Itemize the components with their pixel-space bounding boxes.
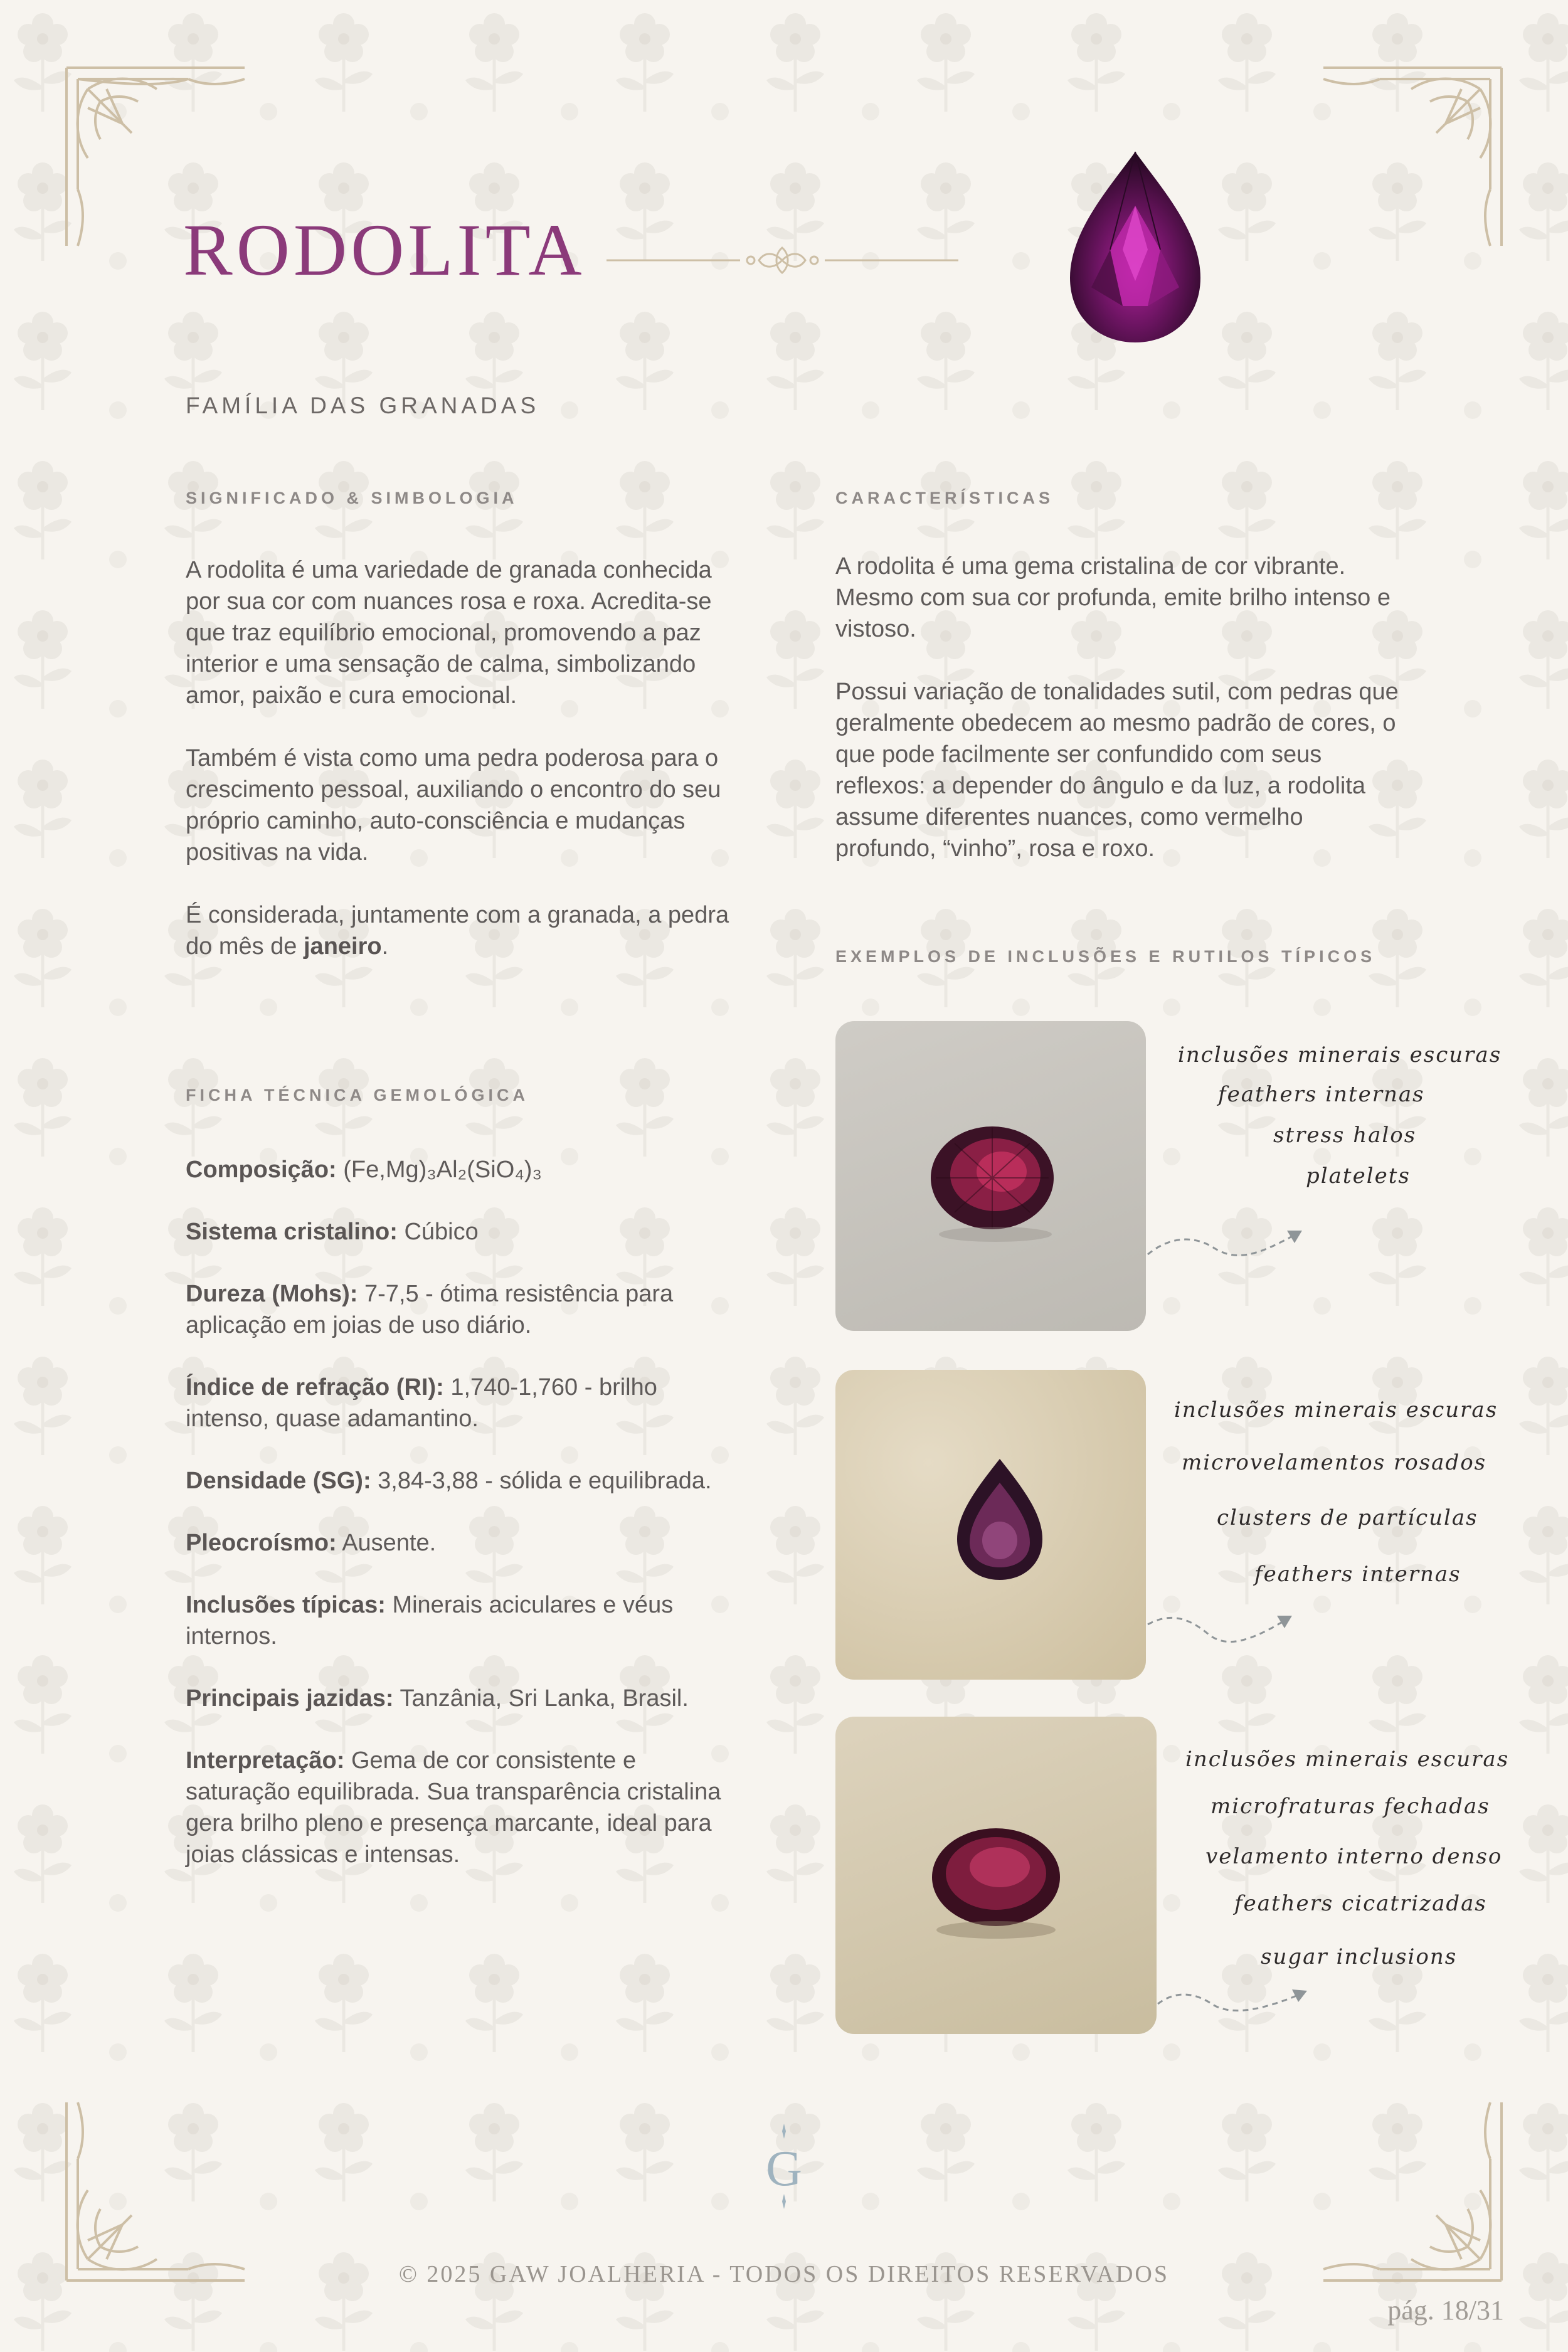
spec-value: Minerais aciculares e véus internos. [186,1592,674,1650]
inclusion-photo-3 [835,1717,1157,2034]
spec-value: Tanzânia, Sri Lanka, Brasil. [400,1685,689,1712]
photo3-note-2: microfraturas fechadas [1210,1794,1490,1819]
birth-month-emphasis: janeiro [304,933,382,960]
spec-value: (Fe,Mg)₃Al₂(SiO₄)₃ [343,1157,542,1183]
spec-indice-refracao [186,1372,738,1434]
spec-dureza [186,1278,738,1341]
spec-label: Inclusões típicas: [186,1592,386,1618]
spec-pleocroismo [186,1527,738,1559]
spec-label: Interpretação: [186,1747,345,1774]
photo3-note-5: sugar inclusions [1261,1944,1458,1969]
significado-p3-end: . [381,933,389,960]
monogram-letter: G [766,2141,802,2196]
oval-rhodolite-photo-1 [835,1021,1146,1331]
dashed-arrow-1 [1145,1223,1321,1267]
pear-rhodolite-photo-2 [835,1370,1146,1680]
inclusion-photo-1 [835,1021,1146,1331]
spec-densidade [186,1465,738,1496]
ficha-tecnica-heading: FICHA TÉCNICA GEMOLÓGICA [186,1086,529,1104]
significado-paragraph-2: Também é vista como uma pedra poderosa para o crescimento pessoal, auxiliando o encontro do seu próprio caminho, auto-consciência e mudanças positivas na vida. [186,745,721,866]
corner-ornament-bottom-left [63,2096,251,2284]
photo1-note-3: stress halos [1273,1123,1417,1148]
copyright-footer: © 2025 GAW JOALHERIA - TODOS OS DIREITOS RESERVADOS [399,2261,1169,2287]
spec-label: Principais jazidas: [186,1685,394,1712]
photo1-note-4: platelets [1306,1163,1411,1189]
caracteristicas-paragraph-1: A rodolita é uma gema cristalina de cor vibrante. Mesmo com sua cor profunda, emite brilho intenso e vistoso. [835,553,1391,642]
dashed-arrow-3 [1155,1976,1318,2026]
ficha-tecnica-section [186,1154,738,1901]
title-divider-ornament [605,241,960,279]
spec-inclusoes [186,1589,738,1652]
photo1-note-1: inclusões minerais escuras [1178,1042,1502,1067]
page-number: pág. 18/31 [1387,2295,1504,2326]
significado-section [186,554,738,962]
photo3-note-4: feathers cicatrizadas [1234,1891,1487,1916]
page-title: RODOLITA [183,209,586,291]
significado-paragraph-3 [186,899,738,962]
corner-ornament-top-right [1317,64,1505,252]
caracteristicas-section [835,551,1400,864]
inclusion-photo-2 [835,1370,1146,1680]
caracteristicas-heading: CARACTERÍSTICAS [835,489,1054,507]
spec-value: 7-7,5 - ótima resistência para aplicação em joias de uso diário. [186,1281,674,1338]
significado-paragraph-1: A rodolita é uma variedade de granada conhecida por sua cor com nuances rosa e roxa. Acredita-se que traz equilíbrio emocional, promovendo a paz interior e uma sensação de calma, simbolizando amor, paixão e cura emocional. [186,557,712,709]
gem-family-subtitle: FAMÍLIA DAS GRANADAS [186,393,540,418]
gaw-monogram-logo [759,2122,809,2210]
spec-label: Densidade (SG): [186,1468,371,1494]
spec-value: Ausente. [342,1530,437,1556]
photo2-note-2: microvelamentos rosados [1182,1450,1487,1475]
spec-value: 3,84-3,88 - sólida e equilibrada. [378,1468,712,1494]
spec-label: Dureza (Mohs): [186,1281,358,1307]
dashed-arrow-2 [1145,1606,1308,1656]
oval-rhodolite-photo-3 [835,1717,1157,2034]
photo1-note-2: feathers internas [1218,1082,1425,1107]
spec-interpretacao [186,1745,738,1870]
photo2-note-3: clusters de partículas [1217,1505,1478,1530]
photo3-note-1: inclusões minerais escuras [1185,1747,1510,1772]
spec-value: Cúbico [404,1219,479,1245]
rhodolite-pear-gem-image [1066,149,1204,345]
photo3-note-3: velamento interno denso [1205,1844,1503,1869]
spec-label: Pleocroísmo: [186,1530,337,1556]
spec-composicao [186,1154,738,1185]
spec-jazidas [186,1683,738,1714]
significado-heading: SIGNIFICADO & SIMBOLOGIA [186,489,518,507]
caracteristicas-paragraph-2: Possui variação de tonalidades sutil, com pedras que geralmente obedecem ao mesmo padrão de cores, o que pode facilmente ser confundido com seus reflexos: a depender do ângulo e da luz, a rodolita assume diferentes nuances, como vermelho profundo, “vinho”, rosa e roxo. [835,679,1399,862]
significado-p3-text: É considerada, juntamente com a granada, a pedra do mês de [186,902,729,960]
spec-sistema-cristalino [186,1216,738,1248]
spec-label: Índice de refração (RI): [186,1374,444,1401]
photo2-note-4: feathers internas [1254,1562,1461,1587]
photo2-note-1: inclusões minerais escuras [1174,1397,1498,1422]
spec-label: Composição: [186,1157,337,1183]
exemplos-heading: EXEMPLOS DE INCLUSÕES E RUTILOS TÍPICOS [835,947,1376,966]
spec-label: Sistema cristalino: [186,1219,398,1245]
spec-value: 1,740-1,760 - brilho intenso, quase adamantino. [186,1374,657,1432]
corner-ornament-bottom-right [1317,2096,1505,2284]
spec-value: Gema de cor consistente e saturação equilibrada. Sua transparência cristalina gera brilho pleno e presença marcante, ideal para joias clássicas e intensas. [186,1747,721,1868]
